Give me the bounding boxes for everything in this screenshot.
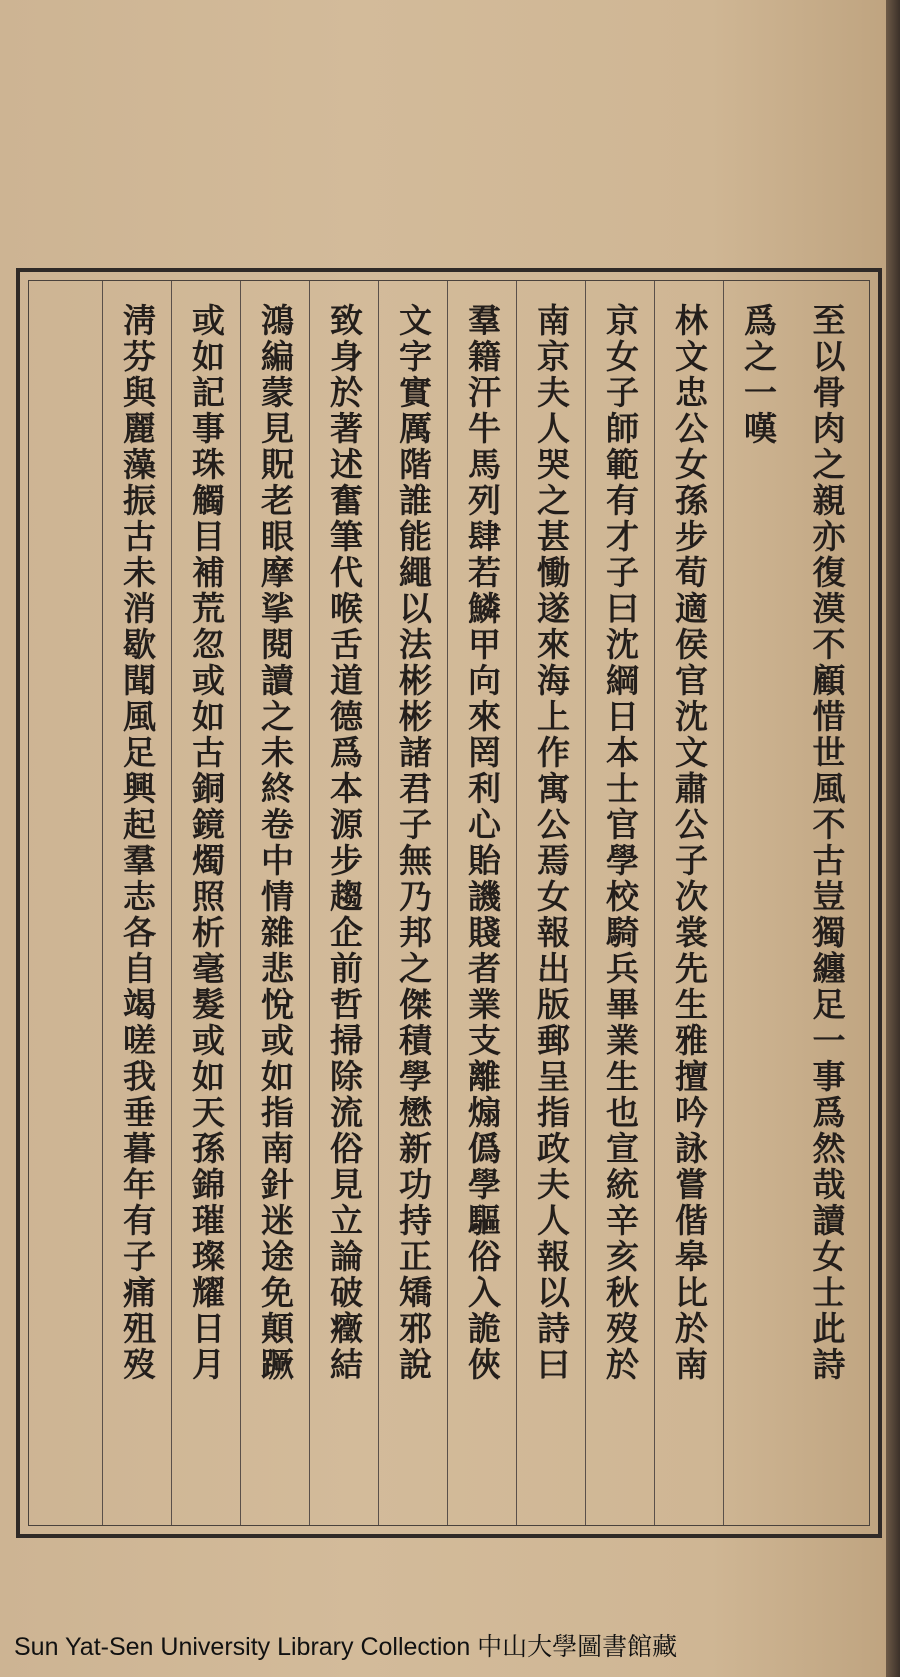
column-text-1: 至以骨肉之親亦復漠不顧惜世風不古豈獨纏足一事爲然哉讀女士此詩 [807,303,847,1383]
text-frame-inner [28,280,870,1526]
column-text-11: 淸芬與麗藻振古未消歇聞風足興起羣志各自竭嗟我垂暮年有子痛殂歿 [118,303,157,1383]
text-column-8 [309,281,378,1525]
text-column-4 [585,281,654,1525]
column-text-10: 或如記事珠觸目補荒忽或如古銅鏡燭照析毫髮或如天孫錦璀璨耀日月 [187,303,226,1383]
text-column-5 [516,281,585,1525]
text-column-6 [447,281,516,1525]
column-text-6: 羣籍汗牛馬列肆若鱗甲向來罔利心貽譏賤者業支離煽僞學驅俗入詭俠 [463,303,502,1383]
text-column-9 [240,281,309,1525]
library-watermark: Sun Yat-Sen University Library Collection 中山大學圖書館藏 [14,1633,678,1661]
text-column-11 [102,281,171,1525]
text-column-1 [792,281,861,1525]
column-text-8: 致身於著述奮筆代喉舌道德爲本源步趨企前哲掃除流俗見立論破癥結 [325,303,364,1383]
text-column-2 [723,281,792,1525]
column-text-4: 京女子師範有才子曰沈綱日本士官學校騎兵畢業生也宣統辛亥秋歿於 [601,303,640,1383]
column-text-7: 文字實厲階誰能繩以法彬彬諸君子無乃邦之傑積學懋新功持正矯邪說 [394,303,433,1383]
text-column-10 [171,281,240,1525]
column-text-5: 南京夫人哭之甚慟遂來海上作寓公焉女報出版郵呈指政夫人報以詩曰 [532,303,571,1383]
column-text-2: 爲之一嘆 [739,303,778,447]
text-frame [16,268,882,1538]
column-text-3: 林文忠公女孫步荀適侯官沈文肅公子次裳先生雅擅吟詠嘗偕皋比於南 [670,303,709,1383]
text-column-3 [654,281,723,1525]
text-column-7 [378,281,447,1525]
column-text-9: 鴻編蒙見貺老眼摩挲閱讀之未終卷中情雜悲悅或如指南針迷途免顛蹶 [256,303,295,1383]
book-spine-edge [886,0,900,1677]
